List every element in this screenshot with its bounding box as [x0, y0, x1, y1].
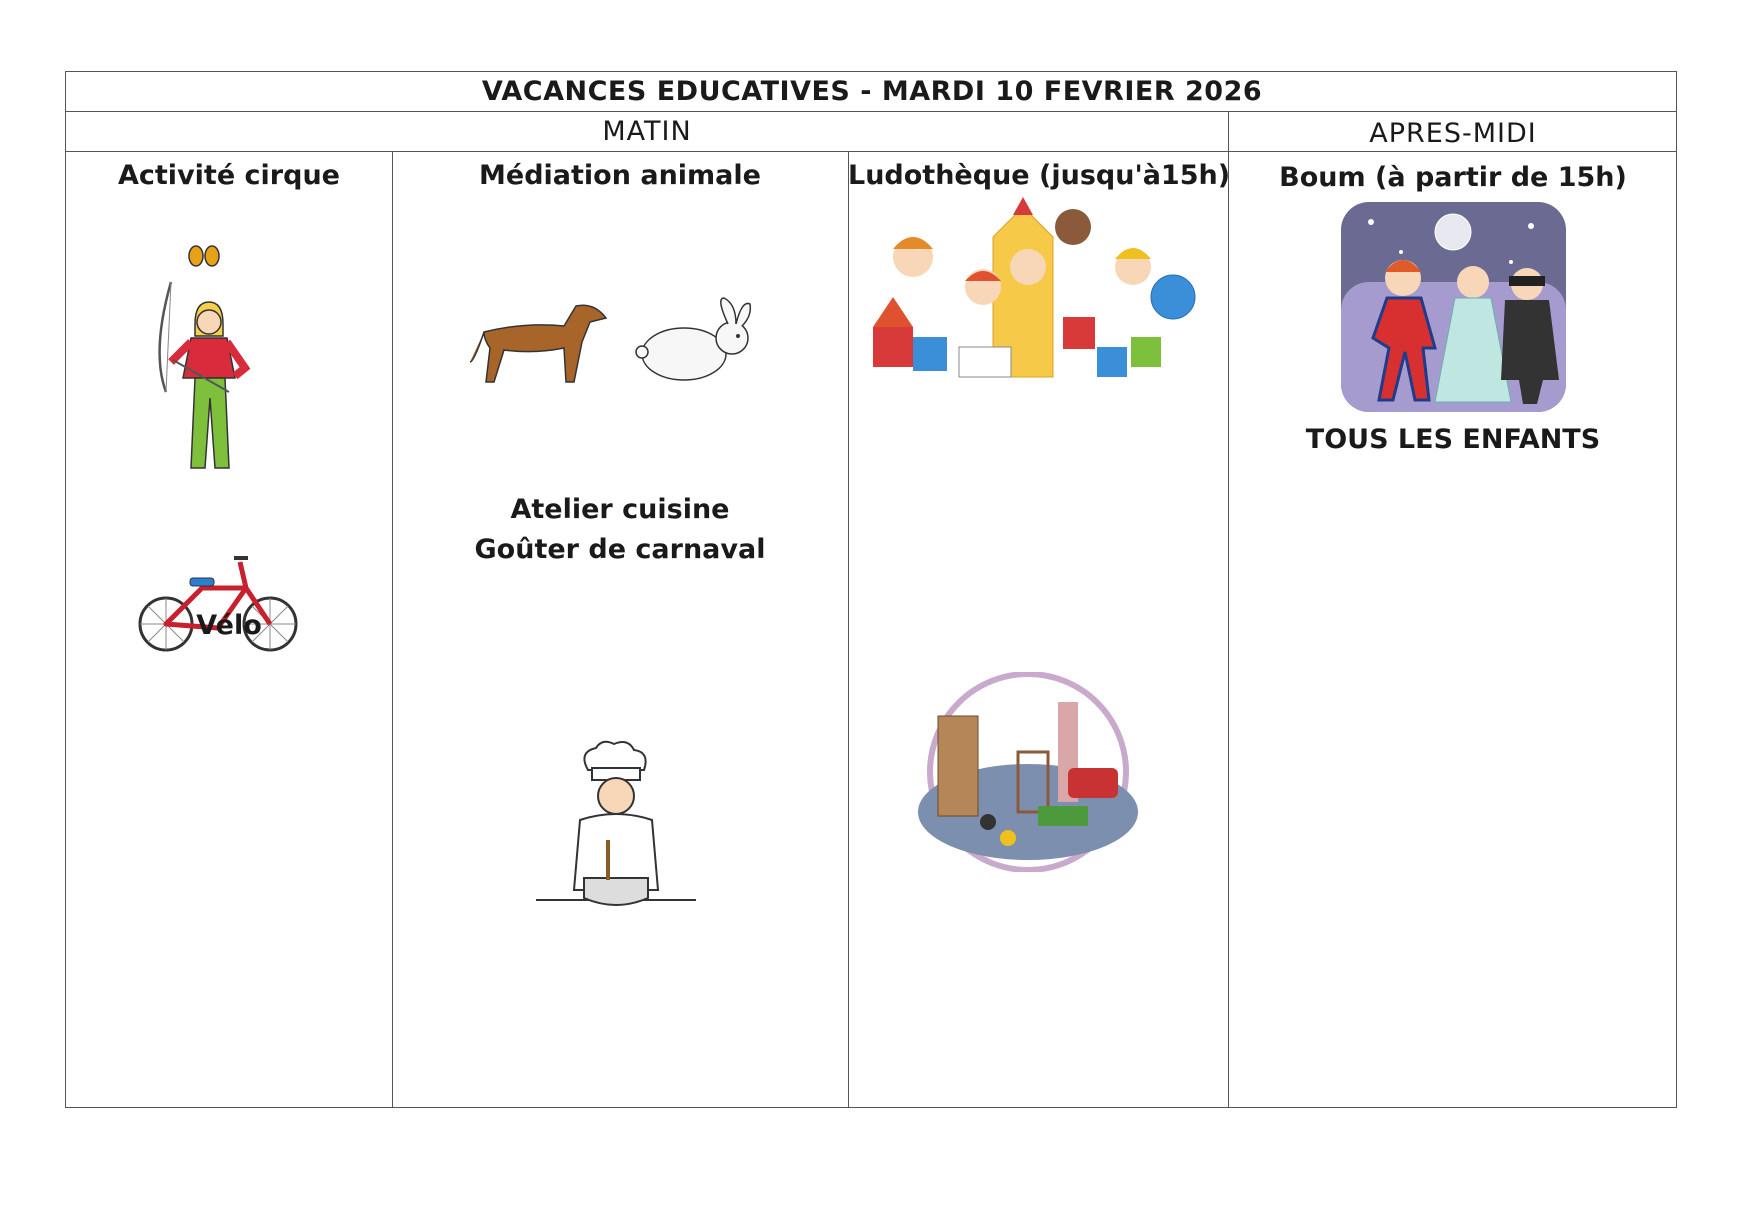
column-title-cirque: Activité cirque: [118, 160, 340, 191]
costume-party-disco-icon: [1341, 202, 1566, 412]
period-matin: MATIN: [602, 116, 692, 147]
bicycle-icon: [136, 542, 306, 662]
rabbit-icon: [632, 294, 762, 394]
kids-toy-blocks-icon: [863, 197, 1213, 387]
chef-cooking-icon: [536, 740, 696, 920]
velo-label: Vélo: [196, 610, 262, 641]
toy-playroom-icon: [908, 672, 1148, 872]
tous-les-enfants-label: TOUS LES ENFANTS: [1305, 424, 1601, 455]
page-title: VACANCES EDUCATIVES - MARDI 10 FEVRIER 2026: [481, 76, 1263, 107]
column-divider-1: [392, 151, 393, 1107]
divider-matin-apresmidi: [1228, 111, 1229, 1107]
column-divider-2: [848, 151, 849, 1107]
atelier-cuisine-label: Atelier cuisine: [510, 494, 730, 525]
row-divider-title: [66, 111, 1676, 112]
column-title-boum: Boum (à partir de 15h): [1279, 162, 1627, 193]
column-title-mediation: Médiation animale: [479, 160, 761, 191]
period-apres-midi: APRES-MIDI: [1369, 118, 1537, 149]
gouter-carnaval-label: Goûter de carnaval: [474, 534, 766, 565]
juggler-with-bow-icon: [151, 242, 271, 472]
column-title-ludotheque: Ludothèque (jusqu'à15h): [848, 160, 1231, 191]
dog-icon: [464, 292, 614, 392]
schedule-table: [65, 71, 1677, 1108]
